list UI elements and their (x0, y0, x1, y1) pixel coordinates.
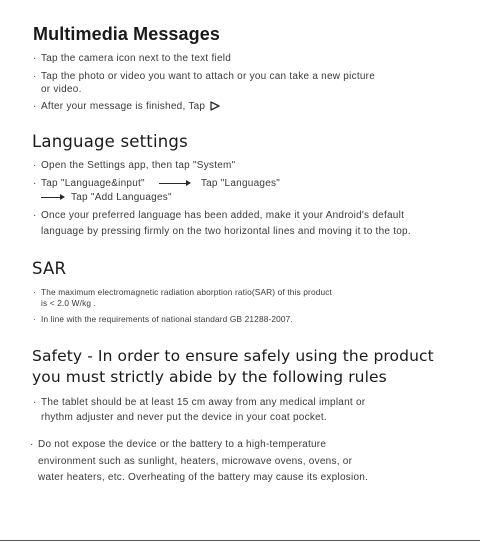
mms-step-3-text: After your message is finished, Tap (41, 101, 206, 112)
bullet: · (33, 287, 36, 297)
bullet: · (33, 71, 37, 82)
language-step-2a-text: Tap "Language&input" (41, 178, 145, 189)
sar-line-2 (33, 314, 293, 324)
language-step-1 (33, 160, 235, 171)
sar-title: SAR (32, 259, 67, 278)
mms-step-2-text: Tap the photo or video you want to attach or you can take a new picture (41, 71, 376, 82)
safety-rule-2-text: Do not expose the device or the battery to a high-temperature (38, 439, 327, 450)
language-step-3-cont: language by pressing firmly on the two horizontal lines and moving it to the top. (41, 226, 411, 237)
bullet: · (30, 439, 34, 450)
safety-title-line-1: Safety - In order to ensure safely using the product (32, 347, 434, 365)
language-step-2b-text: Tap "Languages" (200, 178, 281, 189)
safety-rule-2-cont: environment such as sunlight, heaters, microwave ovens, ovens, or (38, 456, 353, 467)
bullet: · (33, 101, 37, 112)
mms-step-2-cont: or video. (41, 84, 82, 95)
mms-step-3 (33, 101, 220, 112)
language-step-1-text: Open the Settings app, then tap "System" (41, 160, 236, 171)
safety-title-line-2: you must strictly abide by the following rules (32, 368, 387, 386)
safety-rule-1-cont: rhythm adjuster and never put the device in your coat pocket. (41, 412, 327, 423)
safety-rule-1-text: The tablet should be at least 15 cm away from any medical implant or (41, 397, 366, 408)
language-title: Language settings (32, 132, 188, 151)
mms-step-2 (33, 71, 375, 82)
sar-line-1-text: The maximum electromagnetic radiation aborption ratio(SAR) of this product (41, 287, 333, 297)
mms-title: Multimedia Messages (33, 24, 220, 44)
sar-line-1 (33, 287, 332, 297)
bullet: · (33, 53, 37, 64)
right-arrow-icon (41, 194, 65, 200)
safety-rule-1 (33, 397, 365, 408)
language-step-2-cont (41, 192, 172, 203)
bullet: · (33, 314, 36, 324)
send-arrow-icon (210, 101, 220, 111)
safety-rule-2 (30, 439, 326, 450)
language-step-2 (33, 178, 280, 189)
language-step-3-text: Once your preferred language has been added, make it your Android's default (41, 210, 405, 221)
language-step-3 (33, 210, 404, 221)
right-arrow-icon (159, 180, 191, 186)
bullet: · (33, 210, 37, 221)
bottom-divider (0, 540, 480, 541)
mms-step-1-text: Tap the camera icon next to the text field (41, 53, 232, 64)
bullet: · (33, 160, 37, 171)
sar-line-1-cont: is < 2.0 W/kg . (41, 298, 97, 308)
sar-line-2-text: In line with the requirements of national standard GB 21288-2007. (41, 314, 293, 324)
bullet: · (33, 178, 37, 189)
mms-step-1 (33, 53, 231, 64)
language-step-2c-text: Tap "Add Languages" (71, 192, 172, 203)
bullet: · (33, 397, 37, 408)
safety-rule-2-cont-2: water heaters, etc. Overheating of the battery may cause its explosion. (38, 472, 369, 483)
